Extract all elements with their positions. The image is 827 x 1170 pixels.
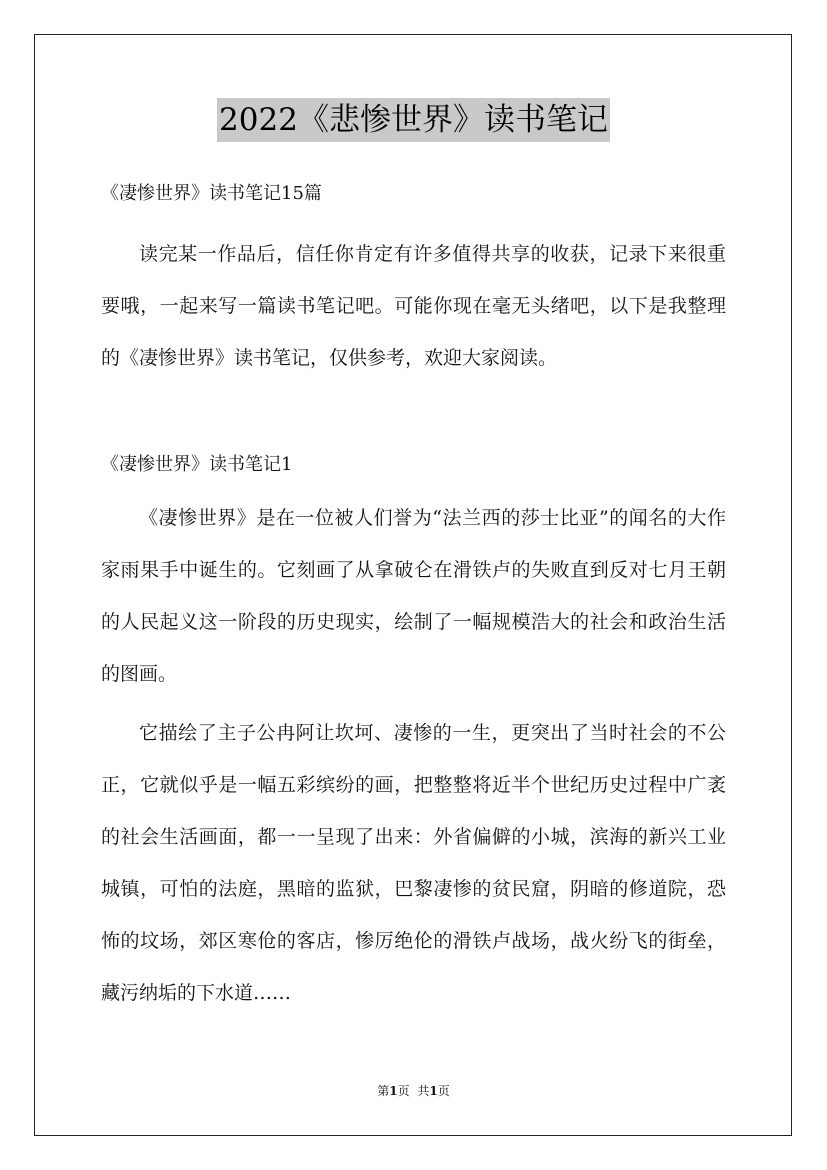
total-suffix: 页 [437,1084,450,1098]
section-heading: 《凄惨世界》读书笔记1 [101,454,293,475]
intro-paragraph: 读完某一作品后，信任你肯定有许多值得共享的收获，记录下来很重要哦，一起来写一篇读书笔记吧。可能你现在毫无头绪吧，以下是我整理的《凄惨世界》读书笔记，仅供参考，欢迎大家阅读。 [101,243,726,369]
page-number: 1 [389,1084,398,1098]
total-pages: 1 [429,1084,438,1098]
page-footer [0,1082,827,1100]
document-title: 2022《悲惨世界》读书笔记 [217,98,610,142]
title-container [0,98,827,142]
page-prefix: 第 [377,1084,390,1098]
body-paragraph-1: 《凄惨世界》是在一位被人们誉为“法兰西的莎士比亚”的闻名的大作家雨果手中诞生的。它刻画了从拿破仑在滑铁卢的失败直到反对七月王朝的人民起义这一阶段的历史现实，绘制了一幅规模浩大的社会和政治生活的图画。 [101,507,726,685]
page-suffix: 页 [397,1084,410,1098]
document-subtitle: 《凄惨世界》读书笔记15篇 [101,183,322,204]
body-paragraph-2: 它描绘了主子公冉阿让坎坷、凄惨的一生，更突出了当时社会的不公正，它就似乎是一幅五彩缤纷的画，把整整将近半个世纪历史过程中广袤的社会生活画面，都一一呈现了出来：外省偏僻的小城，滨海的新兴工业城镇，可怕的法庭，黑暗的监狱，巴黎凄惨的贫民窟，阴暗的修道院，恐怖的坟场，郊区寒伧的客店，惨厉绝伦的滑铁卢战场，战火纷飞的街垒，藏污纳垢的下水道…… [101,722,726,1004]
total-prefix: 共 [417,1084,430,1098]
